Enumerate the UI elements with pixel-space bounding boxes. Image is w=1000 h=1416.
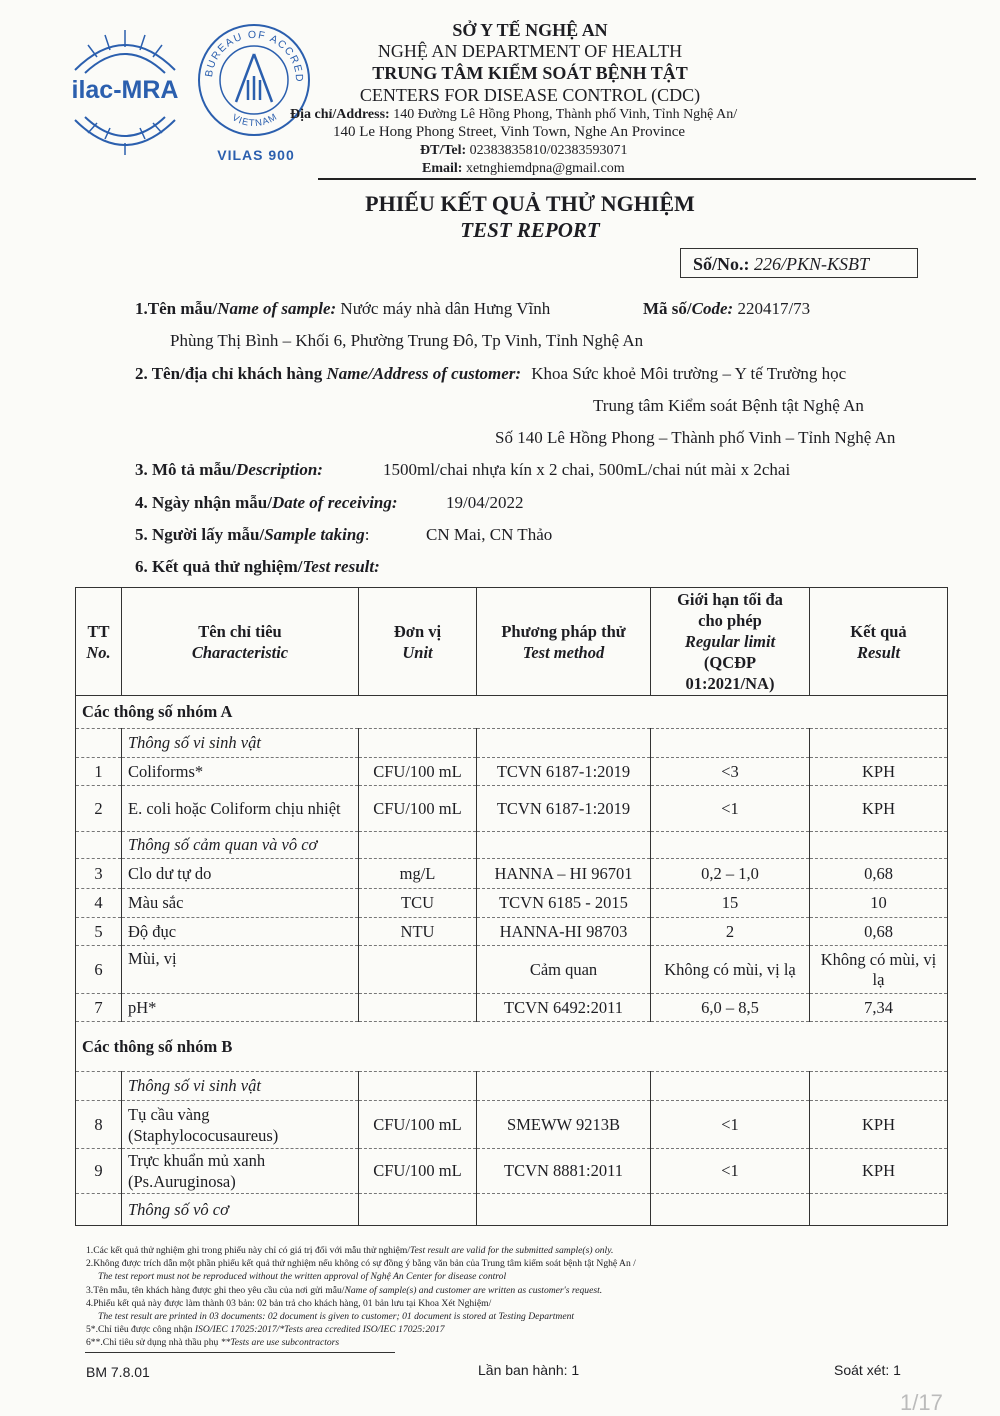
test-result-label-en: Test result: (302, 557, 380, 576)
note-line: The test result are printed in 03 documents: 02 document is given to customer; 01 document is stored at Testing Department (98, 1311, 575, 1323)
receiving-date-value: 19/04/2022 (446, 493, 524, 512)
accreditation-ring-text: BUREAU OF ACCRED (202, 28, 306, 84)
table-header-row (76, 588, 948, 696)
customer-label-en: Name/Address of customer: (326, 364, 522, 383)
customer-value-2: Trung tâm Kiểm soát Bệnh tật Nghệ An (593, 396, 864, 415)
col-header-unit: Đơn vị Unit (359, 588, 477, 696)
notes-divider (85, 1352, 395, 1353)
header-center-vi: TRUNG TÂM KIỂM SOÁT BỆNH TẬT (372, 63, 688, 83)
address-label: Địa chỉ/Address: (290, 107, 390, 122)
test-result-heading (135, 557, 380, 577)
sample-name-label: 1.Tên mẫu/ (135, 299, 218, 318)
sample-code-row (643, 299, 810, 319)
email-label: Email: (422, 161, 463, 176)
subgroup-row (76, 1072, 948, 1101)
header-department-en: NGHỆ AN DEPARTMENT OF HEALTH (377, 41, 683, 61)
note-line: 5*.Chỉ tiêu được công nhận ISO/IEC 17025:2017/*Tests area ccredited ISO/IEC 17025:2017 (86, 1324, 445, 1336)
col-header-result: Kết quả Result (810, 588, 948, 696)
note-line: 3.Tên mẫu, tên khách hàng được ghi theo yêu cầu của nơi gửi mẫu/Name of sample(s) and customer are written as customer's request. (86, 1284, 603, 1296)
group-b-label: Các thông số nhóm B (82, 1036, 233, 1056)
table-row: 6 Mùi, vị Cảm quan Không có mùi, vị lạ Không có mùi, vị lạ (76, 946, 948, 994)
table-row: 9 Trực khuẩn mủ xanh (Ps.Auruginosa) CFU/100 mL TCVN 8881:2011 <1 KPH (76, 1149, 948, 1194)
report-number-value: 226/PKN-KSBT (754, 254, 870, 274)
subgroup-a2-label: Thông số cảm quan và vô cơ (128, 835, 318, 854)
issue-number: Lần ban hành: 1 (478, 1362, 580, 1378)
subgroup-b1-label: Thông số vi sinh vật (128, 1076, 261, 1095)
note-line: The test report must not be reproduced without the written approval of Nghệ An Center for disease control (98, 1271, 507, 1283)
header-center-en: CENTERS FOR DISEASE CONTROL (CDC) (359, 85, 701, 105)
results-table (75, 587, 948, 1226)
header-email (422, 161, 625, 177)
sample-name-value: Nước máy nhà dân Hưng Vĩnh (340, 299, 551, 318)
form-code: BM 7.8.01 (86, 1364, 150, 1380)
subgroup-row (76, 832, 948, 859)
header-tel (420, 143, 628, 159)
description-label: 3. Mô tả mẫu/ (135, 460, 237, 479)
sample-name-label-en: Name of sample: (217, 299, 337, 318)
table-row: 2 E. coli hoặc Coliform chịu nhiệt CFU/100 mL TCVN 6187-1:2019 <1 KPH (76, 786, 948, 832)
note-line: 1.Các kết quả thử nghiệm ghi trong phiếu này chỉ có giá trị đối với mẫu thử nghiệm/Test result are valid for the submitted sample(s) only. (86, 1245, 614, 1256)
sampler-label: 5. Người lấy mẫu/ (135, 525, 265, 544)
tel-value: 02383835810/02383593071 (469, 143, 628, 158)
ilac-logo-text: ilac-MRA (71, 76, 179, 104)
sample-code-label: Mã số/ (643, 299, 692, 318)
receiving-date-row (135, 493, 398, 513)
report-number-label: Số/No.: (693, 254, 750, 274)
review-number: Soát xét: 1 (834, 1362, 901, 1378)
page-number: 1/17 (900, 1390, 943, 1415)
receiving-date-label-en: Date of receiving: (271, 493, 398, 512)
report-title-en: TEST REPORT (460, 218, 600, 242)
sample-code-label-en: Code: (691, 299, 734, 318)
vilas-code: VILAS 900 (217, 147, 295, 163)
customer-value-3: Số 140 Lê Hồng Phong – Thành phố Vinh – Tỉnh Nghệ An (495, 428, 896, 447)
group-b-row (76, 1022, 948, 1072)
col-header-no: TT No. (76, 588, 122, 696)
sample-name-row (135, 299, 550, 319)
sampler-value: CN Mai, CN Thảo (426, 525, 553, 544)
header-divider (318, 178, 976, 180)
table-row: 1 Coliforms* CFU/100 mL TCVN 6187-1:2019 <3 KPH (76, 758, 948, 786)
group-a-row (76, 696, 948, 729)
table-row: 5 Độ đục NTU HANNA-HI 98703 2 0,68 (76, 918, 948, 946)
customer-value-1: Khoa Sức khoẻ Môi trường – Y tế Trường học (531, 364, 847, 383)
header-address-2: 140 Le Hong Phong Street, Vinh Town, Nghe An Province (333, 124, 686, 140)
header-department-vi: SỞ Y TẾ NGHỆ AN (452, 20, 608, 40)
accreditation-country: VIETNAM (230, 111, 280, 130)
sampler-colon: : (364, 525, 370, 544)
note-line: 4.Phiếu kết quả này được làm thành 03 bản: 02 bản trả cho khách hàng, 01 bản lưu tại Khoa Xét Nghiệm/ (86, 1297, 492, 1309)
customer-label: 2. Tên/địa chỉ khách hàng (135, 364, 323, 383)
note-line: 6**.Chỉ tiêu sử dụng nhà thầu phụ **Tests are use subcontractors (86, 1337, 340, 1349)
description-value: 1500ml/chai nhựa kín x 2 chai, 500mL/chai nút mài x 2chai (383, 460, 791, 479)
col-header-method: Phương pháp thử Test method (477, 588, 651, 696)
header-address-1 (290, 107, 737, 123)
sampler-label-en: Sample taking (264, 525, 365, 544)
tel-label: ĐT/Tel: (420, 143, 467, 158)
table-row: 7 pH* TCVN 6492:2011 6,0 – 8,5 7,34 (76, 994, 948, 1022)
customer-row (135, 364, 846, 384)
subgroup-row (76, 729, 948, 758)
report-number-box (680, 248, 918, 278)
report-title-vi: PHIẾU KẾT QUẢ THỬ NGHIỆM (365, 191, 695, 216)
col-header-limit: Giới hạn tối đa cho phép Regular limit (QCĐP 01:2021/NA) (651, 588, 810, 696)
test-result-label: 6. Kết quả thử nghiệm/ (135, 557, 303, 576)
col-header-characteristic: Tên chỉ tiêu Characteristic (122, 588, 359, 696)
note-line: 2.Không được trích dẫn một phần phiếu kết quả thử nghiệm nếu không có sự đồng ý bằng văn bản của Trung tâm kiểm soát bệnh tật Nghệ An / (86, 1258, 636, 1270)
sampler-row (135, 525, 370, 545)
receiving-date-label: 4. Ngày nhận mẫu/ (135, 493, 272, 512)
table-row: 4 Màu sắc TCU TCVN 6185 - 2015 15 10 (76, 889, 948, 918)
table-row: 8 Tụ cầu vàng (Staphylococusaureus) CFU/100 mL SMEWW 9213B <1 KPH (76, 1101, 948, 1149)
sample-code-value: 220417/73 (737, 299, 811, 318)
subgroup-b2-label: Thông số vô cơ (128, 1199, 229, 1219)
description-row (135, 460, 323, 480)
table-row: 3 Clo dư tự do mg/L HANNA – HI 96701 0,2 – 1,0 0,68 (76, 859, 948, 889)
sample-address: Phùng Thị Bình – Khối 6, Phường Trung Đô, Tp Vinh, Tỉnh Nghệ An (170, 331, 644, 350)
group-a-label: Các thông số nhóm A (82, 702, 233, 721)
report-notes (86, 1244, 636, 1350)
email-value: xetnghiemdpna@gmail.com (465, 161, 625, 176)
address-value: 140 Đường Lê Hồng Phong, Thành phố Vinh, Tỉnh Nghệ An/ (393, 107, 738, 122)
subgroup-row (76, 1194, 948, 1226)
subgroup-a1-label: Thông số vi sinh vật (128, 733, 261, 752)
description-label-en: Description: (236, 460, 323, 479)
